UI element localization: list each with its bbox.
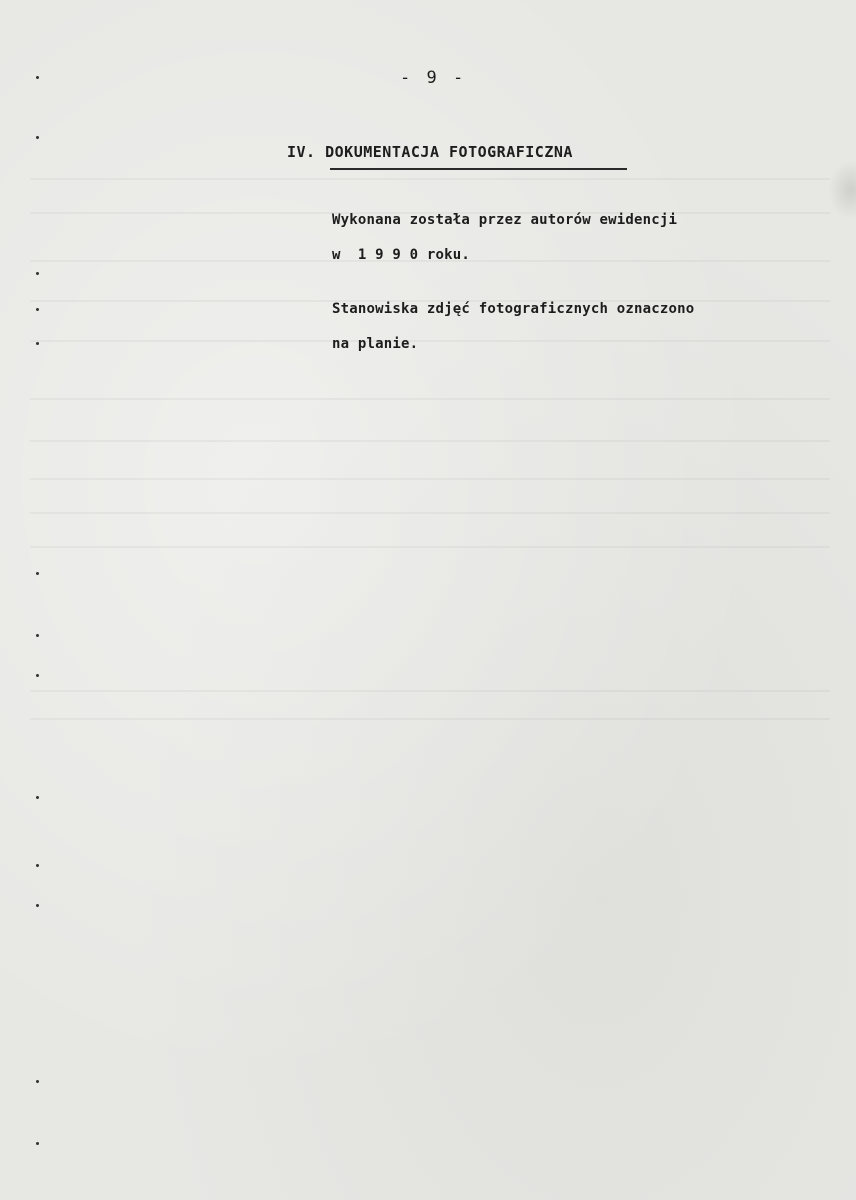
margin-mark [36, 1142, 39, 1145]
margin-mark [36, 1080, 39, 1083]
section-heading: IV. DOKUMENTACJA FOTOGRAFICZNA [287, 143, 573, 161]
bleed-through-line [30, 178, 830, 180]
punch-hole-mark [828, 160, 856, 220]
margin-mark [36, 76, 39, 79]
bleed-through-line [30, 690, 830, 692]
margin-mark [36, 572, 39, 575]
bleed-through-line [30, 398, 830, 400]
margin-mark [36, 136, 39, 139]
bleed-through-line [30, 546, 830, 548]
margin-mark [36, 342, 39, 345]
body-text-line: w 1 9 9 0 roku. [332, 247, 471, 263]
margin-mark [36, 634, 39, 637]
bleed-through-line [30, 512, 830, 514]
margin-mark [36, 674, 39, 677]
margin-mark [36, 904, 39, 907]
margin-mark [36, 308, 39, 311]
body-text-line: Wykonana została przez autorów ewidencji [332, 212, 678, 228]
body-text-line: Stanowiska zdjęć fotograficznych oznaczono [332, 301, 695, 317]
margin-mark [36, 864, 39, 867]
bleed-through-line [30, 478, 830, 480]
heading-underline [330, 168, 627, 170]
bleed-through-line [30, 440, 830, 442]
bleed-through-line [30, 718, 830, 720]
margin-mark [36, 796, 39, 799]
page-number: - 9 - [400, 68, 467, 88]
bleed-through-line [30, 340, 830, 342]
margin-mark [36, 272, 39, 275]
body-text-line: na planie. [332, 336, 419, 352]
